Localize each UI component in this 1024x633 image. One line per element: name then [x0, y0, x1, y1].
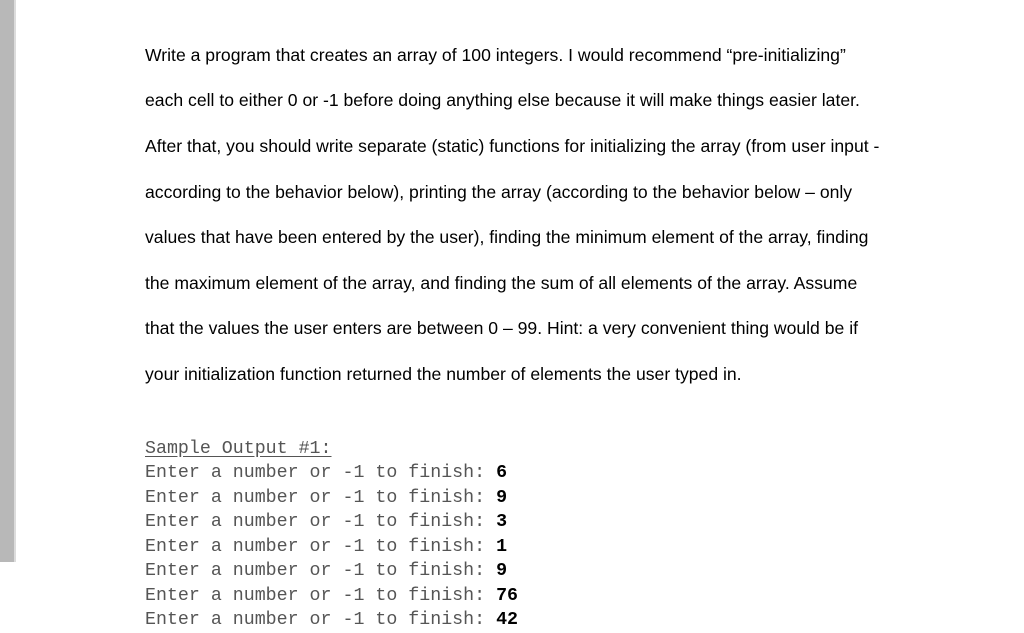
user-input-value: 6 — [496, 463, 508, 484]
problem-line: values that have been entered by the user), finding the minimum element of the array, finding — [145, 227, 869, 248]
prompt-text: Enter a number or -1 to finish: — [145, 512, 497, 533]
user-input-value: 9 — [496, 487, 508, 508]
document-page — [145, 21, 975, 633]
user-input-value: 3 — [496, 512, 508, 533]
user-input-value: 9 — [496, 561, 508, 582]
prompt-text: Enter a number or -1 to finish: — [145, 610, 497, 631]
user-input-value: 76 — [496, 585, 519, 606]
window-left-border-edge — [14, 0, 16, 562]
prompt-text: Enter a number or -1 to finish: — [145, 536, 497, 557]
problem-line: your initialization function returned the number of elements the user typed in. — [145, 363, 742, 384]
window-left-border — [0, 0, 14, 562]
prompt-text: Enter a number or -1 to finish: — [145, 561, 497, 582]
prompt-text: Enter a number or -1 to finish: — [145, 585, 497, 606]
sample-output-line — [145, 486, 975, 511]
sample-output-line — [145, 584, 975, 609]
sample-output-heading: Sample Output #1: — [145, 438, 332, 459]
sample-output — [145, 437, 975, 633]
user-input-value: 1 — [496, 536, 508, 557]
problem-line: that the values the user enters are between 0 – 99. Hint: a very convenient thing would be if — [145, 318, 858, 339]
user-input-value: 42 — [496, 610, 519, 631]
problem-line: After that, you should write separate (static) functions for initializing the array (from user input - — [145, 135, 880, 156]
problem-line: the maximum element of the array, and finding the sum of all elements of the array. Assume — [145, 272, 858, 293]
sample-output-line — [145, 608, 975, 633]
sample-output-line — [145, 559, 975, 584]
problem-line: according to the behavior below), printing the array (according to the behavior below – only — [145, 181, 853, 202]
problem-line: Write a program that creates an array of 100 integers. I would recommend “pre-initializing” — [145, 44, 846, 65]
problem-line: each cell to either 0 or -1 before doing anything else because it will make things easier later. — [145, 90, 860, 111]
problem-statement — [145, 21, 975, 409]
sample-output-line — [145, 461, 975, 486]
prompt-text: Enter a number or -1 to finish: — [145, 463, 497, 484]
sample-output-line — [145, 510, 975, 535]
prompt-text: Enter a number or -1 to finish: — [145, 487, 497, 508]
sample-output-line — [145, 535, 975, 560]
